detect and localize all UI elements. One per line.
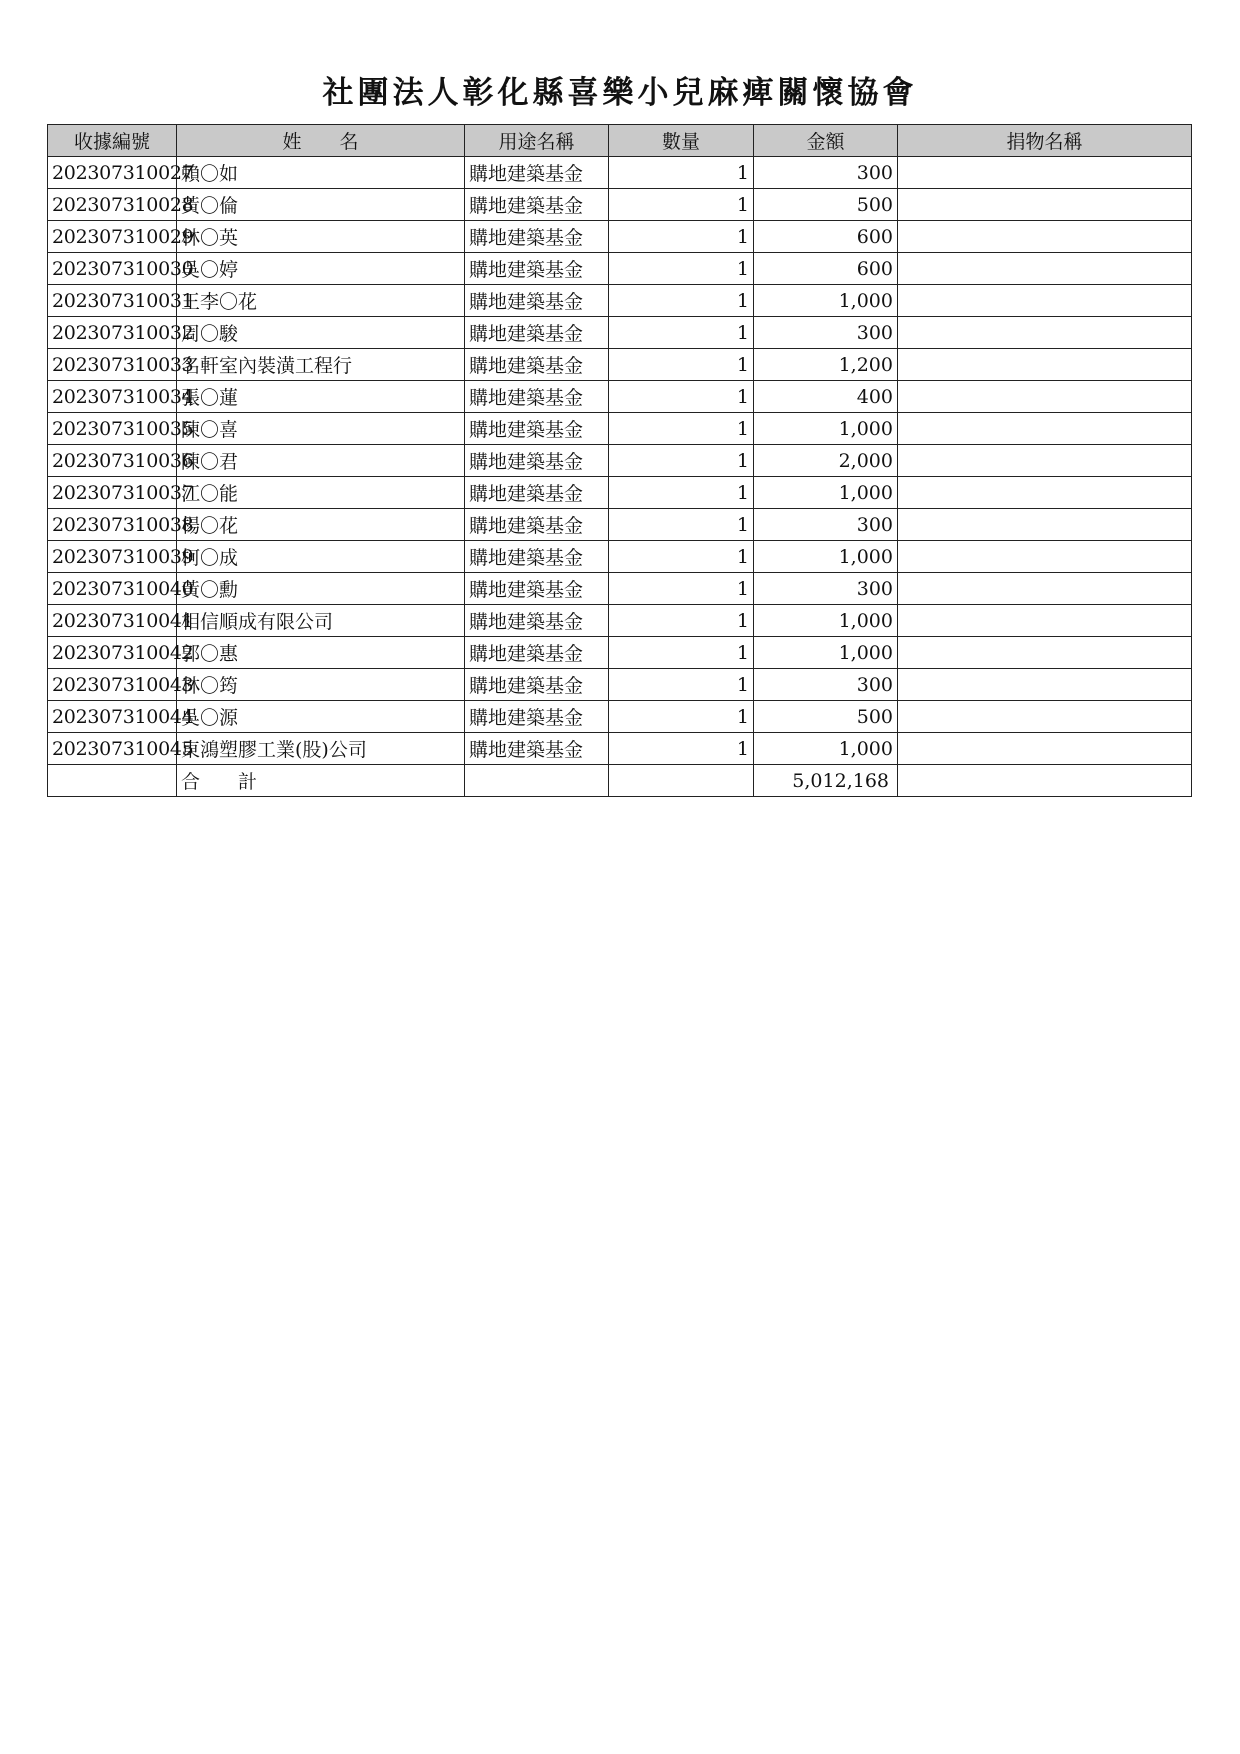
document-title: 社團法人彰化縣喜樂小兒麻痺關懷協會 [322,75,918,111]
table-row [48,285,1192,317]
header-purpose: 用途名稱 [465,125,609,157]
table-row [48,669,1192,701]
cell-quantity: 1 [609,285,754,317]
cell-amount: 300 [754,509,898,541]
cell-name: 郭〇惠 [177,637,465,669]
cell-receipt-no: 202307310042 [48,637,177,669]
table-row [48,381,1192,413]
cell-name: 林〇英 [177,221,465,253]
cell-name: 楊〇花 [177,509,465,541]
cell-receipt-no: 202307310031 [48,285,177,317]
cell-receipt-no: 202307310035 [48,413,177,445]
cell-item-name [898,733,1192,765]
cell-quantity: 1 [609,157,754,189]
cell-name: 江〇能 [177,477,465,509]
cell-purpose: 購地建築基金 [465,605,609,637]
table-row [48,221,1192,253]
cell-quantity: 1 [609,605,754,637]
cell-item-name [898,317,1192,349]
cell-amount: 1,000 [754,413,898,445]
header-receipt-no: 收據編號 [48,125,177,157]
cell-receipt-no: 202307310030 [48,253,177,285]
table-row [48,605,1192,637]
cell-name: 東鴻塑膠工業(股)公司 [177,733,465,765]
table-row [48,413,1192,445]
table-row [48,637,1192,669]
table-row [48,349,1192,381]
cell-purpose: 購地建築基金 [465,637,609,669]
cell-purpose: 購地建築基金 [465,349,609,381]
cell-amount: 1,000 [754,477,898,509]
cell-name: 陳〇君 [177,445,465,477]
cell-purpose: 購地建築基金 [465,733,609,765]
cell-purpose: 購地建築基金 [465,253,609,285]
cell-purpose: 購地建築基金 [465,317,609,349]
cell-amount: 300 [754,317,898,349]
header-quantity: 數量 [609,125,754,157]
cell-receipt-no: 202307310039 [48,541,177,573]
cell-item-name [898,285,1192,317]
cell-receipt-no: 202307310041 [48,605,177,637]
cell-purpose: 購地建築基金 [465,477,609,509]
cell-receipt-no: 202307310043 [48,669,177,701]
cell-item-name [898,413,1192,445]
cell-amount: 400 [754,381,898,413]
cell-amount: 500 [754,701,898,733]
cell-name: 林〇筠 [177,669,465,701]
table-row [48,253,1192,285]
cell-item-name [898,477,1192,509]
table-row [48,733,1192,765]
table-row [48,509,1192,541]
total-amount: 5,012,168 [754,765,898,797]
cell-receipt-no: 202307310044 [48,701,177,733]
cell-item-name [898,381,1192,413]
cell-purpose: 購地建築基金 [465,189,609,221]
cell-receipt-no: 202307310032 [48,317,177,349]
cell-quantity: 1 [609,221,754,253]
table-row [48,573,1192,605]
cell-purpose: 購地建築基金 [465,221,609,253]
cell-name: 賴〇如 [177,157,465,189]
cell-receipt-no: 202307310033 [48,349,177,381]
cell-quantity: 1 [609,317,754,349]
cell-quantity: 1 [609,189,754,221]
cell-quantity: 1 [609,477,754,509]
cell-item-name [898,221,1192,253]
total-item-cell [898,765,1192,797]
cell-name: 吳〇源 [177,701,465,733]
cell-quantity: 1 [609,541,754,573]
cell-quantity: 1 [609,733,754,765]
cell-amount: 500 [754,189,898,221]
cell-name: 吳〇婷 [177,253,465,285]
cell-item-name [898,157,1192,189]
cell-receipt-no: 202307310045 [48,733,177,765]
cell-item-name [898,509,1192,541]
donation-table [47,124,1192,797]
cell-quantity: 1 [609,701,754,733]
cell-name: 名軒室內裝潢工程行 [177,349,465,381]
cell-quantity: 1 [609,669,754,701]
total-label: 合 計 [177,765,465,797]
header-name: 姓 名 [177,125,465,157]
table-row [48,701,1192,733]
table-row [48,317,1192,349]
cell-name: 柯〇成 [177,541,465,573]
total-receipt-cell [48,765,177,797]
cell-amount: 1,200 [754,349,898,381]
cell-item-name [898,637,1192,669]
table-row [48,541,1192,573]
cell-receipt-no: 202307310029 [48,221,177,253]
cell-quantity: 1 [609,381,754,413]
cell-name: 張〇蓮 [177,381,465,413]
cell-amount: 600 [754,221,898,253]
cell-item-name [898,605,1192,637]
cell-item-name [898,541,1192,573]
cell-receipt-no: 202307310037 [48,477,177,509]
cell-receipt-no: 202307310034 [48,381,177,413]
cell-name: 黃〇倫 [177,189,465,221]
cell-name: 王李〇花 [177,285,465,317]
cell-purpose: 購地建築基金 [465,285,609,317]
total-quantity-cell [609,765,754,797]
table-body [48,157,1192,765]
cell-item-name [898,445,1192,477]
cell-amount: 1,000 [754,637,898,669]
cell-purpose: 購地建築基金 [465,669,609,701]
table-row [48,445,1192,477]
table-row [48,477,1192,509]
cell-purpose: 購地建築基金 [465,157,609,189]
cell-amount: 1,000 [754,733,898,765]
cell-purpose: 購地建築基金 [465,413,609,445]
header-item-name: 捐物名稱 [898,125,1192,157]
cell-item-name [898,253,1192,285]
cell-item-name [898,573,1192,605]
cell-name: 周〇駿 [177,317,465,349]
cell-receipt-no: 202307310027 [48,157,177,189]
cell-quantity: 1 [609,445,754,477]
cell-item-name [898,701,1192,733]
cell-quantity: 1 [609,253,754,285]
cell-purpose: 購地建築基金 [465,381,609,413]
table-header-row [48,125,1192,157]
cell-purpose: 購地建築基金 [465,701,609,733]
total-row [48,765,1192,797]
cell-quantity: 1 [609,573,754,605]
table-row [48,157,1192,189]
cell-name: 黃〇勳 [177,573,465,605]
header-amount: 金額 [754,125,898,157]
cell-amount: 1,000 [754,605,898,637]
table-row [48,189,1192,221]
cell-quantity: 1 [609,509,754,541]
cell-receipt-no: 202307310040 [48,573,177,605]
cell-receipt-no: 202307310038 [48,509,177,541]
cell-name: 相信順成有限公司 [177,605,465,637]
cell-amount: 300 [754,573,898,605]
cell-name: 陳〇喜 [177,413,465,445]
cell-amount: 1,000 [754,285,898,317]
cell-purpose: 購地建築基金 [465,541,609,573]
cell-purpose: 購地建築基金 [465,509,609,541]
cell-purpose: 購地建築基金 [465,445,609,477]
cell-purpose: 購地建築基金 [465,573,609,605]
cell-quantity: 1 [609,637,754,669]
cell-receipt-no: 202307310028 [48,189,177,221]
cell-amount: 300 [754,157,898,189]
cell-amount: 2,000 [754,445,898,477]
cell-item-name [898,189,1192,221]
cell-item-name [898,669,1192,701]
cell-amount: 600 [754,253,898,285]
cell-receipt-no: 202307310036 [48,445,177,477]
cell-item-name [898,349,1192,381]
cell-amount: 300 [754,669,898,701]
cell-quantity: 1 [609,413,754,445]
cell-amount: 1,000 [754,541,898,573]
cell-quantity: 1 [609,349,754,381]
total-purpose-cell [465,765,609,797]
